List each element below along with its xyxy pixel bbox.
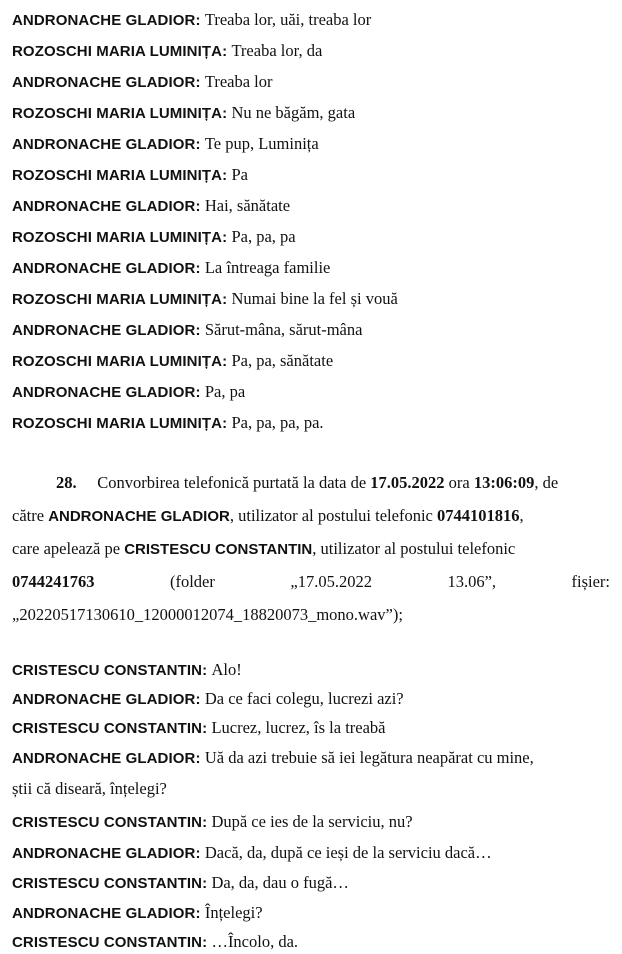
dialogue-text: După ce ies de la serviciu, nu?: [211, 812, 413, 831]
dialogue-line: ANDRONACHE GLADIOR: Hai, sănătate: [12, 196, 291, 215]
dialogue-text: Sărut-mâna, sărut-mâna: [204, 320, 363, 339]
dialogue-line: ANDRONACHE GLADIOR: Uă da azi trebuie să iei legătura neapărat cu mine,: [12, 748, 534, 767]
dialogue-text: Treaba lor, da: [231, 41, 323, 60]
dialogue-line: CRISTESCU CONSTANTIN: După ce ies de la serviciu, nu?: [12, 812, 413, 831]
dialogue-line: ANDRONACHE GLADIOR: Pa, pa: [12, 382, 246, 401]
dialogue-line: ANDRONACHE GLADIOR: Înțelegi?: [12, 903, 263, 922]
speaker-name: ANDRONACHE GLADIOR: [12, 845, 196, 862]
file-name: „20220517130610_12000012074_18820073_mono.wav”);: [12, 605, 403, 624]
dialogue-text: Pa, pa, sănătate: [231, 351, 334, 370]
call-time: 13:06:09: [473, 473, 535, 492]
dialogue-line: CRISTESCU CONSTANTIN: Lucrez, lucrez, îs la treabă: [12, 718, 386, 737]
dialogue-text: Pa: [231, 165, 248, 184]
folder-name: „17.05.2022: [290, 572, 372, 591]
section-paragraph-line-5: [12, 605, 610, 625]
dialogue-line: ROZOSCHI MARIA LUMINIȚA: Treaba lor, da: [12, 41, 323, 60]
dialogue-text: La întreaga familie: [204, 258, 331, 277]
speaker-name: ROZOSCHI MARIA LUMINIȚA: [12, 415, 223, 432]
dialogue-line: ANDRONACHE GLADIOR: La întreaga familie: [12, 258, 331, 277]
speaker-name: ANDRONACHE GLADIOR: [12, 260, 196, 277]
dialogue-text: Numai bine la fel și vouă: [231, 289, 398, 308]
dialogue-line: ROZOSCHI MARIA LUMINIȚA: Pa: [12, 165, 248, 184]
dialogue-line: ROZOSCHI MARIA LUMINIȚA: Pa, pa, sănătate: [12, 351, 334, 370]
section-paragraph-line-2: către ANDRONACHE GLADIOR, utilizator al postului telefonic 0744101816,: [12, 506, 524, 525]
dialogue-text: …Încolo, da.: [211, 932, 299, 951]
dialogue-text: Înțelegi?: [204, 903, 263, 922]
speaker-name: ROZOSCHI MARIA LUMINIȚA: [12, 291, 223, 308]
speaker-name: ANDRONACHE GLADIOR: [12, 198, 196, 215]
dialogue-line: CRISTESCU CONSTANTIN: …Încolo, da.: [12, 932, 299, 951]
speaker-name: ANDRONACHE GLADIOR: [12, 750, 196, 767]
speaker-name: CRISTESCU CONSTANTIN: [12, 875, 203, 892]
callee-name: CRISTESCU CONSTANTIN: [124, 541, 313, 558]
call-date: 17.05.2022: [370, 473, 445, 492]
dialogue-text: Alo!: [211, 660, 242, 679]
dialogue-line: ANDRONACHE GLADIOR: Sărut-mâna, sărut-mâna: [12, 320, 363, 339]
speaker-name: ROZOSCHI MARIA LUMINIȚA: [12, 43, 223, 60]
dialogue-line: CRISTESCU CONSTANTIN: Da, da, dau o fugă…: [12, 873, 349, 892]
dialogue-line: ROZOSCHI MARIA LUMINIȚA: Pa, pa, pa: [12, 227, 296, 246]
dialogue-text: Pa, pa, pa, pa.: [231, 413, 324, 432]
dialogue-line: ANDRONACHE GLADIOR: Treaba lor, uăi, treaba lor: [12, 10, 372, 29]
speaker-name: ROZOSCHI MARIA LUMINIȚA: [12, 229, 223, 246]
speaker-name: CRISTESCU CONSTANTIN: [12, 814, 203, 831]
dialogue-text: știi că diseară, înțelegi?: [12, 779, 167, 798]
speaker-name: ANDRONACHE GLADIOR: [12, 136, 196, 153]
dialogue-line: CRISTESCU CONSTANTIN: Alo!: [12, 660, 242, 679]
speaker-name: CRISTESCU CONSTANTIN: [12, 662, 203, 679]
section-paragraph-line-4: 0744241763 (folder „17.05.2022 13.06”, fișier:: [12, 572, 610, 591]
speaker-name: CRISTESCU CONSTANTIN: [12, 934, 203, 951]
speaker-name: ANDRONACHE GLADIOR: [12, 12, 196, 29]
dialogue-text: Hai, sănătate: [204, 196, 291, 215]
speaker-name: ROZOSCHI MARIA LUMINIȚA: [12, 105, 223, 122]
speaker-name: CRISTESCU CONSTANTIN: [12, 720, 203, 737]
speaker-name: ANDRONACHE GLADIOR: [12, 384, 196, 401]
dialogue-line: ANDRONACHE GLADIOR: Da ce faci colegu, lucrezi azi?: [12, 689, 404, 708]
speaker-name: ANDRONACHE GLADIOR: [12, 691, 196, 708]
dialogue-line: ROZOSCHI MARIA LUMINIȚA: Pa, pa, pa, pa.: [12, 413, 324, 432]
dialogue-text: Da, da, dau o fugă…: [211, 873, 349, 892]
dialogue-continuation: [12, 779, 610, 799]
dialogue-line: ANDRONACHE GLADIOR: Treaba lor: [12, 72, 273, 91]
dialogue-text: Treaba lor: [204, 72, 273, 91]
section-number: 28.: [56, 473, 77, 492]
dialogue-text: Treaba lor, uăi, treaba lor: [204, 10, 372, 29]
caller-name: ANDRONACHE GLADIOR: [48, 508, 230, 525]
callee-phone: 0744241763: [12, 572, 95, 591]
section-paragraph-line-1: 28. Convorbirea telefonică purtată la data de 17.05.2022 ora 13:06:09, de: [56, 473, 559, 492]
speaker-name: ANDRONACHE GLADIOR: [12, 74, 196, 91]
dialogue-line: ANDRONACHE GLADIOR: Dacă, da, după ce ieși de la serviciu dacă…: [12, 843, 492, 862]
dialogue-text: Da ce faci colegu, lucrezi azi?: [204, 689, 404, 708]
speaker-name: ANDRONACHE GLADIOR: [12, 322, 196, 339]
dialogue-text: Pa, pa: [204, 382, 246, 401]
speaker-name: ROZOSCHI MARIA LUMINIȚA: [12, 167, 223, 184]
dialogue-text: Te pup, Luminița: [204, 134, 319, 153]
dialogue-text: Pa, pa, pa: [231, 227, 296, 246]
dialogue-line: ROZOSCHI MARIA LUMINIȚA: Numai bine la fel și vouă: [12, 289, 398, 308]
speaker-name: ROZOSCHI MARIA LUMINIȚA: [12, 353, 223, 370]
caller-phone: 0744101816: [436, 506, 520, 525]
speaker-name: ANDRONACHE GLADIOR: [12, 905, 196, 922]
dialogue-line: ANDRONACHE GLADIOR: Te pup, Luminița: [12, 134, 319, 153]
dialogue-text: Dacă, da, după ce ieși de la serviciu dacă…: [204, 843, 492, 862]
dialogue-text: Lucrez, lucrez, îs la treabă: [211, 718, 386, 737]
section-paragraph-line-3: care apelează pe CRISTESCU CONSTANTIN, utilizator al postului telefonic: [12, 539, 516, 558]
dialogue-line: ROZOSCHI MARIA LUMINIȚA: Nu ne băgăm, gata: [12, 103, 356, 122]
dialogue-text: Uă da azi trebuie să iei legătura neapărat cu mine,: [204, 748, 534, 767]
dialogue-text: Nu ne băgăm, gata: [231, 103, 356, 122]
